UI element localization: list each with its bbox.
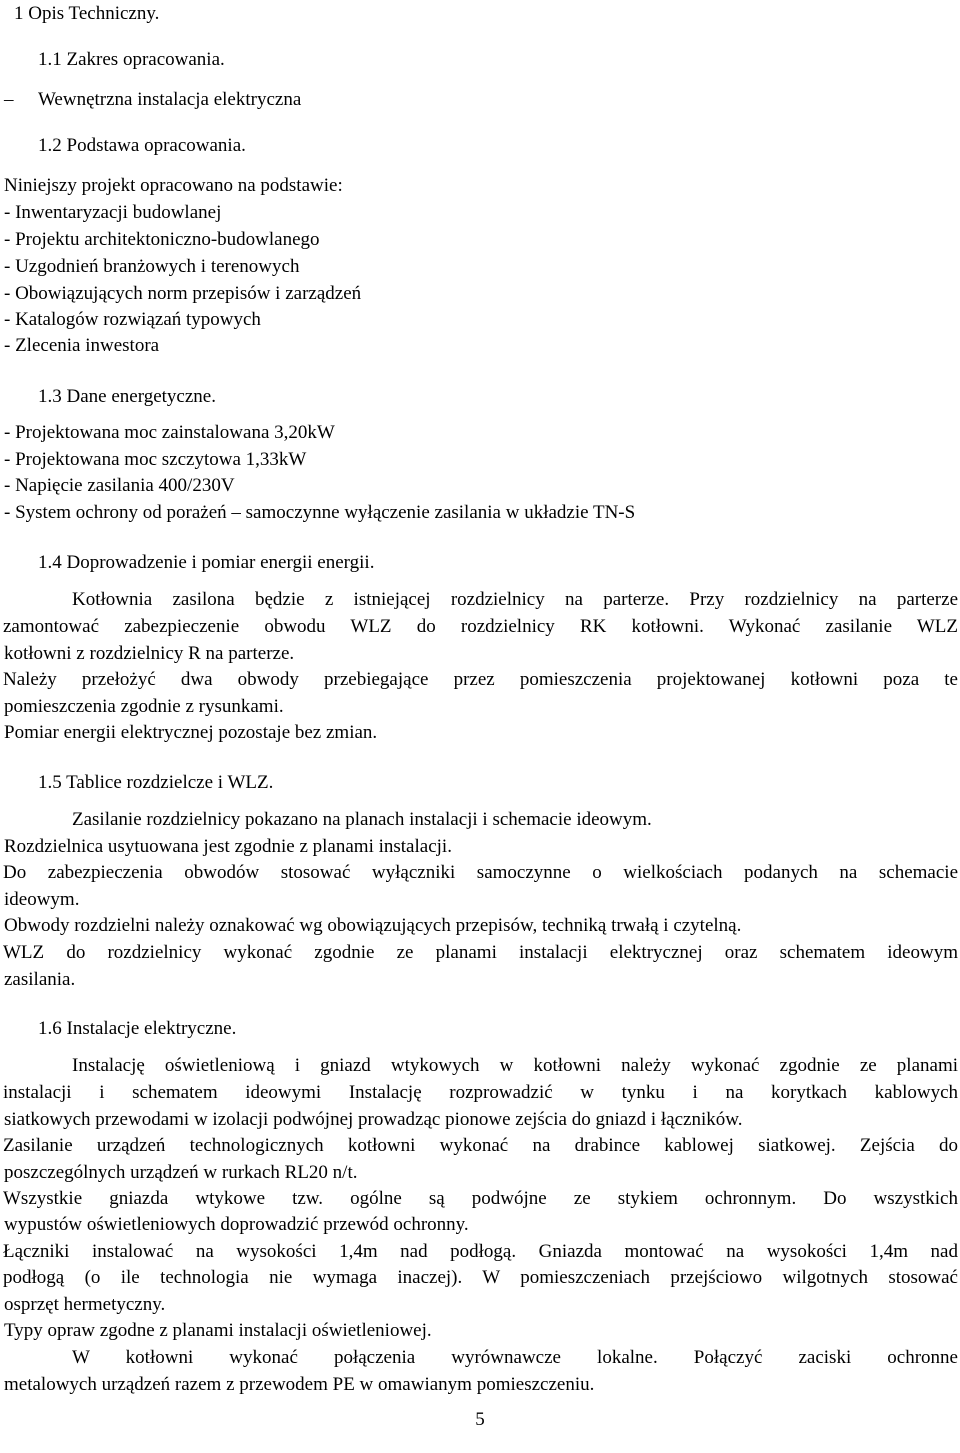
energy-item: - Napięcie zasilania 400/230V <box>4 475 235 496</box>
scope-item: Wewnętrzna instalacja elektryczna <box>38 89 302 110</box>
installation-line: osprzęt hermetyczny. <box>4 1294 166 1315</box>
basis-item: - Projektu architektoniczno-budowlanego <box>4 229 320 250</box>
installation-line: wypustów oświetleniowych doprowadzić przewód ochronny. <box>4 1214 469 1235</box>
installation-line: Łączniki instalować na wysokości 1,4m nad podłogą. Gniazda montować na wysokości 1,4m nad <box>3 1241 958 1262</box>
section-1-6-heading: 1.6 Instalacje elektryczne. <box>38 1018 237 1039</box>
energy-item: - Projektowana moc szczytowa 1,33kW <box>4 449 307 470</box>
basis-item: - Uzgodnień branżowych i terenowych <box>4 256 300 277</box>
switchboard-line: WLZ do rozdzielnicy wykonać zgodnie ze planami instalacji elektrycznej oraz schematem ideowym <box>3 942 958 963</box>
supply-line: pomieszczenia zgodnie z rysunkami. <box>4 696 284 717</box>
scope-bullet-dash: – <box>4 89 14 110</box>
basis-intro: Niniejszy projekt opracowano na podstawie: <box>4 175 343 196</box>
installation-line: Zasilanie urządzeń technologicznych kotłowni wykonać na drabince kablowej siatkowej. Zejścia do <box>3 1135 958 1156</box>
switchboard-line: Zasilanie rozdzielnicy pokazano na planach instalacji i schemacie ideowym. <box>72 809 652 830</box>
section-1-2-heading: 1.2 Podstawa opracowania. <box>38 135 246 156</box>
switchboard-line: Do zabezpieczenia obwodów stosować wyłączniki samoczynne o wielkościach podanych na schemacie <box>3 862 958 883</box>
page-number: 5 <box>475 1409 485 1430</box>
supply-line: kotłowni z rozdzielnicy R na parterze. <box>4 643 295 664</box>
basis-item: - Inwentaryzacji budowlanej <box>4 202 222 223</box>
switchboard-line: ideowym. <box>4 889 80 910</box>
switchboard-line: Rozdzielnica usytuowana jest zgodnie z planami instalacji. <box>4 836 452 857</box>
installation-line: Instalację oświetleniową i gniazd wtykowych w kotłowni należy wykonać zgodnie ze planami <box>72 1055 958 1076</box>
section-1-4-heading: 1.4 Doprowadzenie i pomiar energii energii. <box>38 552 375 573</box>
supply-line: Należy przełożyć dwa obwody przebiegające przez pomieszczenia projektowanej kotłowni poza te <box>3 669 958 690</box>
installation-line: instalacji i schematem ideowymi Instalację rozprowadzić w tynku i na korytkach kablowych <box>3 1082 958 1103</box>
switchboard-line: Obwody rozdzielni należy oznakować wg obowiązujących przepisów, techniką trwałą i czytelną. <box>4 915 742 936</box>
energy-item: - Projektowana moc zainstalowana 3,20kW <box>4 422 335 443</box>
basis-item: - Obowiązujących norm przepisów i zarządzeń <box>4 283 362 304</box>
installation-line: Typy opraw zgodne z planami instalacji oświetleniowej. <box>4 1320 432 1341</box>
installation-line: metalowych urządzeń razem z przewodem PE w omawianym pomieszczeniu. <box>4 1374 595 1395</box>
installation-line: poszczególnych urządzeń w rurkach RL20 n/t. <box>4 1162 358 1183</box>
section-1-1-heading: 1.1 Zakres opracowania. <box>38 49 225 70</box>
installation-line: Wszystkie gniazda wtykowe tzw. ogólne są podwójne ze stykiem ochronnym. Do wszystkich <box>3 1188 958 1209</box>
installation-line: siatkowych przewodami w izolacji podwójnej prowadząc pionowe zejścia do gniazd i łączników. <box>4 1109 743 1130</box>
section-1-5-heading: 1.5 Tablice rozdzielcze i WLZ. <box>38 772 274 793</box>
section-1-heading: 1 Opis Techniczny. <box>14 3 160 24</box>
supply-line: Kotłownia zasilona będzie z istniejącej rozdzielnicy na parterze. Przy rozdzielnicy na parterze <box>72 589 958 610</box>
switchboard-line: zasilania. <box>4 969 76 990</box>
basis-item: - Zlecenia inwestora <box>4 335 160 356</box>
basis-item: - Katalogów rozwiązań typowych <box>4 309 261 330</box>
supply-line: Pomiar energii elektrycznej pozostaje bez zmian. <box>4 722 378 743</box>
section-1-3-heading: 1.3 Dane energetyczne. <box>38 386 216 407</box>
supply-line: zamontować zabezpieczenie obwodu WLZ do rozdzielnicy RK kotłowni. Wykonać zasilanie WLZ <box>3 616 958 637</box>
installation-line: podłogą (o ile technologia nie wymaga inaczej). W pomieszczeniach przejściowo wilgotnych stosować <box>3 1267 958 1288</box>
installation-line: W kotłowni wykonać połączenia wyrównawcze lokalne. Połączyć zaciski ochronne <box>72 1347 958 1368</box>
energy-item: - System ochrony od porażeń – samoczynne wyłączenie zasilania w układzie TN-S <box>4 502 636 523</box>
